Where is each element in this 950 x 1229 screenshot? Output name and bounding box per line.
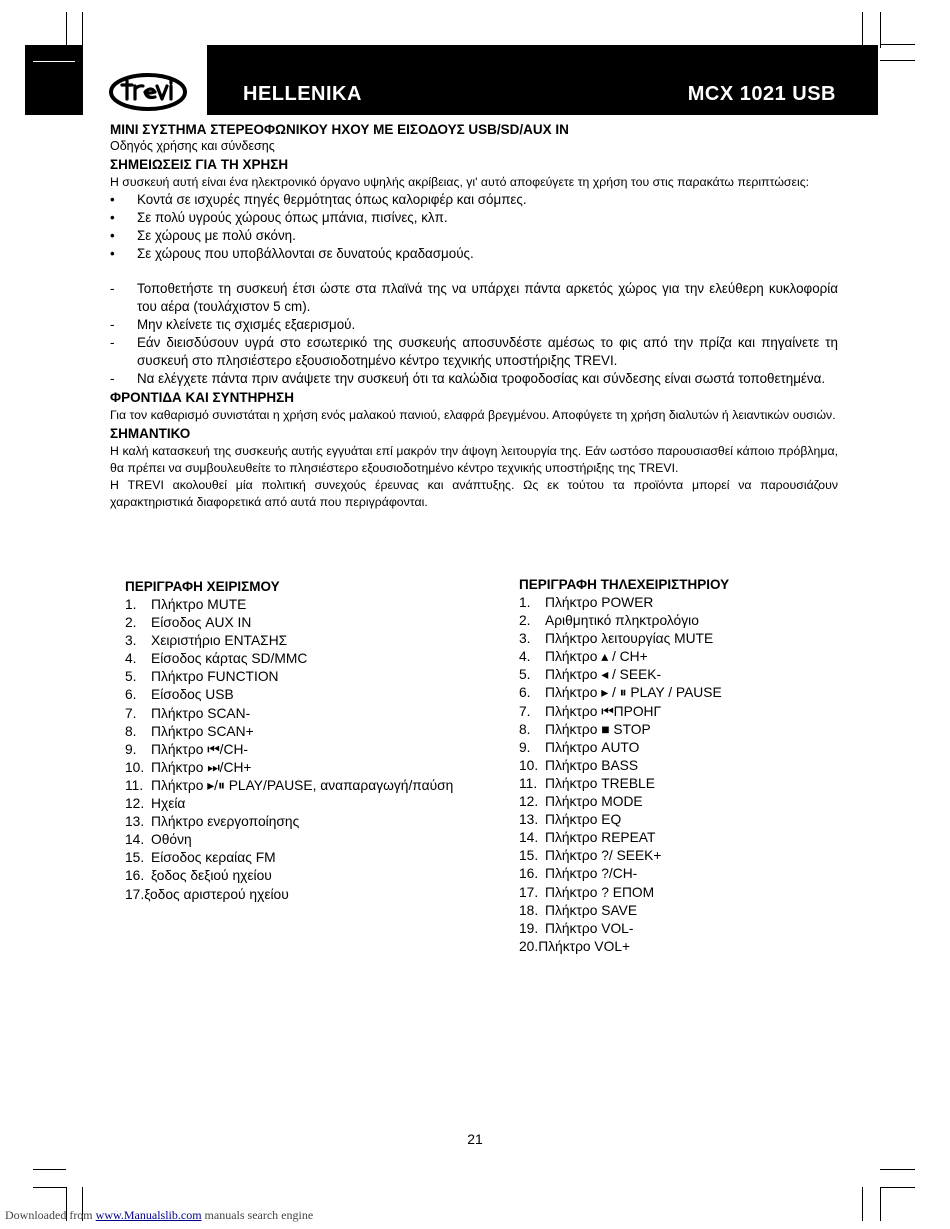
bullet-item: • Σε χώρους με πολύ σκόνη. — [110, 228, 296, 243]
list-item: 16. Πλήκτρο ?/CH- — [519, 866, 638, 882]
list-item: 17.ξοδος αριστερού ηχείου — [125, 886, 289, 902]
important-text: Η καλή κατασκευή της συσκευής αυτής εγγυάται επί μακρόν την άψογη λειτουργία της. Εάν ωστόσο παρουσιασθεί κάποιο πρόβλημα, θα πρέπει να συμβουλευθείτε το πλησιέστερο εξουσιοδοτημένο κέντρο τεχνικής υποστήριξης της TREVI. — [110, 444, 838, 475]
list-item: 13. Πλήκτρο ενεργοποίησης — [125, 814, 300, 830]
list-item: 4. Πλήκτρο ▴ / CH+ — [519, 649, 648, 665]
bullet-item: • Σε χώρους που υποβάλλονται σε δυνατούς κραδασμούς. — [110, 246, 474, 261]
controls-list — [125, 578, 453, 904]
list-item: 17. Πλήκτρο ? ΕΠΟΜ — [519, 884, 655, 900]
controls-heading: ΠΕΡΙΓΡΑΦΗ ΧΕΙΡΙΣΜΟΥ — [125, 579, 280, 594]
list-item: 12. Πλήκτρο MODE — [519, 794, 643, 810]
list-item: 4. Είσοδος κάρτας SD/MMC — [125, 651, 308, 667]
crop-mark — [880, 1187, 881, 1221]
crop-mark — [880, 44, 915, 45]
list-item: 11. Πλήκτρο TREBLE — [519, 775, 655, 791]
list-item: 8. Πλήκτρο SCAN+ — [125, 723, 254, 739]
crop-mark — [33, 1187, 66, 1188]
list-item: 3. Χειριστήριο ΕΝΤΑΣΗΣ — [125, 633, 288, 649]
list-item: 11. Πλήκτρο ▸/⏸ PLAY/PAUSE, αναπαραγωγή/παύση — [125, 777, 454, 793]
list-item: 7. Πλήκτρο ⏮ΠΡΟΗΓ — [519, 703, 662, 719]
bullet-item: • Κοντά σε ισχυρές πηγές θερμότητας όπως καλοριφέρ και σόμπες. — [110, 192, 527, 207]
dash-item: - Να ελέγχετε πάντα πριν ανάψετε την συσκευή ότι τα καλώδια τροφοδοσίας και σύνδεσης είναι σωστά τοποθετημένα. — [110, 371, 826, 386]
crop-mark — [880, 60, 915, 61]
header-corner-block — [25, 45, 83, 115]
important-heading: ΣΗΜΑΝΤΙΚΟ — [110, 426, 191, 441]
crop-mark — [33, 1169, 66, 1170]
list-item: 6. Είσοδος USB — [125, 687, 234, 703]
bullet-item: • Σε πολύ υγρούς χώρους όπως μπάνια, πισίνες, κλπ. — [110, 210, 448, 225]
list-item: 14. Πλήκτρο REPEAT — [519, 830, 656, 846]
list-item: 9. Πλήκτρο AUTO — [519, 739, 640, 755]
care-text: Για τον καθαρισμό συνιστάται η χρήση ενός μαλακού πανιού, ελαφρά βρεγμένου. Αποφύγετε τη χρήση διαλυτών ή λειαντικών ουσιών. — [110, 408, 836, 422]
list-item: 9. Πλήκτρο ⏮/CH- — [125, 741, 249, 757]
doc-subtitle: Οδηγός χρήσης και σύνδεσης — [110, 139, 275, 153]
important-text: Η TREVI ακολουθεί μία πολιτική συνεχούς έρευνας και ανάπτυξης. Ως εκ τούτου τα προϊόντα μπορεί να παρουσιάζουν χαρακτηριστικά διαφορετικά από αυτά που περιγράφονται. — [110, 478, 838, 509]
dash-item: - Εάν διεισδύσουν υγρά στο εσωτερικό της συσκευής αποσυνδέστε αμέσως το φις από την πρίζα και πηγαίνετε τη συσκευή στο πλησιέστερο εξουσιοδοτημένο κέντρο τεχνικής υποστήριξης TREVI. — [110, 335, 838, 368]
trevi-logo — [108, 72, 188, 112]
list-item: 1. Πλήκτρο POWER — [519, 595, 654, 610]
list-item: 1. Πλήκτρο MUTE — [125, 597, 247, 612]
download-footer: Downloaded from www.Manualslib.com manuals search engine — [5, 1208, 314, 1222]
list-item: 20.Πλήκτρο VOL+ — [519, 938, 631, 954]
list-item: 5. Πλήκτρο ◂ / SEEK- — [519, 667, 662, 683]
list-item: 10. Πλήκτρο BASS — [519, 757, 639, 773]
language-label: HELLENIKA — [243, 83, 362, 105]
care-heading: ΦΡΟΝΤΙΔΑ ΚΑΙ ΣΥΝΤΗΡΗΣΗ — [110, 390, 294, 405]
notes-intro: Η συσκευή αυτή είναι ένα ηλεκτρονικό όργανο υψηλής ακρίβειας, γι' αυτό αποφεύγετε τη χρήση του στις παρακάτω περιπτώσεις: — [110, 175, 810, 189]
list-item: 19. Πλήκτρο VOL- — [519, 920, 634, 936]
list-item: 12. Ηχεία — [125, 796, 186, 812]
remote-list — [519, 576, 729, 956]
list-item: 10. Πλήκτρο ⏭/CH+ — [125, 759, 252, 775]
crop-mark — [880, 12, 881, 48]
crop-mark — [880, 1169, 915, 1170]
list-item: 15. Είσοδος κεραίας FM — [125, 850, 276, 866]
list-item: 2. Αριθμητικό πληκτρολόγιο — [519, 613, 699, 629]
list-item: 15. Πλήκτρο ?/ SEEK+ — [519, 848, 662, 864]
header-bar — [207, 45, 878, 115]
crop-mark — [862, 12, 863, 48]
doc-title: ΜΙΝΙ ΣΥΣΤΗΜΑ ΣΤΕΡΕΟΦΩΝΙΚΟΥ ΗΧΟΥ ΜΕ ΕΙΣΟΔΟΥΣ USB/SD/AUX IN — [110, 122, 569, 137]
list-item: 5. Πλήκτρο FUNCTION — [125, 669, 279, 685]
crop-mark — [862, 1187, 863, 1221]
dash-item: - Μην κλείνετε τις σχισμές εξαερισμού. — [110, 317, 356, 332]
crop-mark — [880, 1187, 915, 1188]
page-number: 21 — [467, 1131, 483, 1147]
list-item: 6. Πλήκτρο ▸ / ⏸ PLAY / PAUSE — [519, 685, 722, 701]
manualslib-link[interactable]: www.Manualslib.com — [95, 1208, 202, 1222]
list-item: 7. Πλήκτρο SCAN- — [125, 705, 251, 721]
list-item: 14. Οθόνη — [125, 832, 192, 848]
dash-item: - Τοποθετήστε τη συσκευή έτσι ώστε στα πλαϊνά της να υπάρχει πάντα αρκετός χώρος για την ελεύθερη κυκλοφορία του αέρα (τουλάχιστον 5 cm). — [110, 281, 838, 314]
list-item: 13. Πλήκτρο EQ — [519, 812, 622, 828]
list-item: 3. Πλήκτρο λειτουργίας MUTE — [519, 631, 714, 647]
remote-heading: ΠΕΡΙΓΡΑΦΗ ΤΗΛΕΧΕΙΡΙΣΤΗΡΙΟΥ — [519, 577, 730, 592]
list-item: 8. Πλήκτρο ■ STOP — [519, 721, 651, 737]
list-item: 18. Πλήκτρο SAVE — [519, 902, 638, 918]
crop-mark — [82, 12, 83, 48]
crop-mark — [66, 12, 67, 48]
model-label: MCX 1021 USB — [687, 83, 836, 105]
document-body — [110, 121, 838, 511]
notes-heading: ΣΗΜΕΙΩΣΕΙΣ ΓΙΑ ΤΗ ΧΡΗΣΗ — [110, 157, 289, 172]
list-item: 16. ξοδος δεξιού ηχείου — [125, 868, 272, 884]
list-item: 2. Είσοδος AUX IN — [125, 615, 252, 631]
